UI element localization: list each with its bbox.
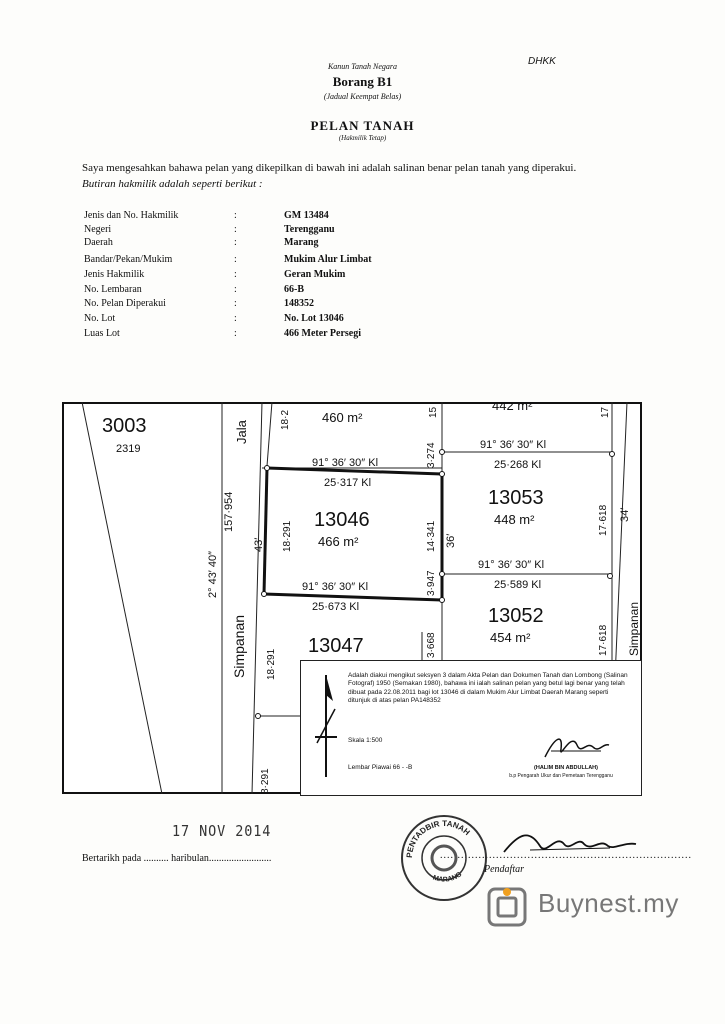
registrar-signature	[500, 822, 640, 862]
bearing-3: 91° 36′ 30″ Kl	[478, 559, 545, 571]
field-label: Luas Lot	[84, 328, 120, 339]
north-arrow-icon	[311, 671, 341, 781]
certification-stamp	[300, 660, 642, 796]
field-label: No. Pelan Diperakui	[84, 298, 166, 309]
dist-3668: 3·668	[426, 632, 437, 658]
field-value: Mukim Alur Limbat	[284, 254, 372, 265]
dist-25589: 25·589 Kl	[494, 579, 542, 591]
field-label: No. Lot	[84, 313, 116, 324]
field-separator: :	[234, 237, 237, 248]
details-intro: Butiran hakmilik adalah seperti berikut :	[82, 178, 263, 190]
area-13053: 448 m²	[494, 512, 535, 527]
act-name: Kanun Tanah Negara	[327, 62, 398, 71]
field-label: Jenis Hakmilik	[84, 269, 145, 280]
area-460: 460 m²	[322, 410, 363, 425]
road-width-34: 34′	[619, 507, 631, 522]
area-442: 442 m²	[492, 402, 533, 413]
dist-18291-a: 18·291	[282, 520, 293, 552]
dist-182: 18·2	[280, 409, 291, 430]
schedule-note: (Jadual Keempat Belas)	[323, 92, 402, 101]
field-label: Daerah	[84, 237, 113, 248]
road-width-43: 43′	[253, 537, 265, 552]
lot-13052: 13052	[488, 605, 544, 627]
dist-14341: 14·341	[426, 520, 437, 552]
lot-3003: 3003	[102, 415, 147, 437]
lot-13053: 13053	[488, 487, 544, 509]
field-label: Bandar/Pekan/Mukim	[84, 254, 173, 265]
road-simpanan-right: Simpanan	[627, 601, 641, 656]
svg-text:MARANG: MARANG	[431, 870, 464, 884]
date-line: Bertarikh pada .......... haribulan.........................	[82, 853, 272, 864]
lot-13046: 13046	[314, 509, 370, 531]
field-separator: :	[234, 313, 237, 324]
dist-17618-b: 17·618	[598, 624, 609, 656]
bearing-road: 2° 43′ 40″	[207, 550, 219, 598]
field-label: Jenis dan No. Hakmilik	[84, 210, 179, 221]
signer-title: b.p Pengarah Ukur dan Pemetaan Terengganu	[509, 773, 613, 779]
lot-3003-sub: 2319	[116, 443, 141, 455]
lot-13047: 13047	[308, 635, 364, 657]
signer-name: (HALIM BIN ABDULLAH)	[534, 765, 598, 771]
field-separator: :	[234, 224, 237, 235]
field-separator: :	[234, 284, 237, 295]
land-office-seal	[398, 812, 490, 904]
registrar-label: Pendaftar	[484, 864, 524, 875]
field-value: Marang	[284, 237, 319, 248]
dist-3274: 3·274	[426, 442, 437, 468]
certification-text: Adalah diakui mengikut seksyen 3 dalam Akta Pelan dan Dokumen Tanah dan Lombong (Salinan Fotograf) 1950 (Semakan 1980), bahawa ini ialah salinan pelan yang betul lagi benar yang telah dibuat pada 22.08.2011 bagi lot 13046 di dalam Mukim Alur Limbat Daerah Marang seperti ditunjuk di atas pelan PA148352	[348, 672, 628, 705]
dist-25673: 25·673 Kl	[312, 601, 360, 613]
signature-line: ........................................................................	[440, 850, 692, 861]
field-label: No. Lembaran	[84, 284, 142, 295]
field-value: 466 Meter Persegi	[284, 328, 361, 339]
dist-17: 17	[600, 406, 611, 418]
dist-3947: 3·947	[426, 570, 437, 596]
form-title: Borang B1	[332, 74, 393, 89]
road-width-36: 36′	[445, 533, 457, 548]
area-13046: 466 m²	[318, 534, 359, 549]
buynest-logo-icon	[486, 886, 528, 928]
dist-18291-c: 8·291	[260, 768, 271, 794]
field-separator: :	[234, 210, 237, 221]
road-jalan: Jala	[234, 420, 249, 444]
field-separator: :	[234, 269, 237, 280]
standard-sheet-label: Lembar Piawai 66 - -B	[348, 764, 413, 771]
form-code: DHKK	[528, 56, 556, 67]
field-value: GM 13484	[284, 210, 329, 221]
field-value: No. Lot 13046	[284, 313, 344, 324]
date-stamp: 17 NOV 2014	[172, 822, 272, 840]
dist-15: 15	[428, 406, 439, 418]
field-separator: :	[234, 254, 237, 265]
area-13052: 454 m²	[490, 630, 531, 645]
field-value: 66-B	[284, 284, 304, 295]
watermark-text: Buynest.my	[538, 888, 679, 918]
dist-25317: 25·317 Kl	[324, 477, 372, 489]
scale-label: Skala 1:500	[348, 737, 383, 744]
bearing-1: 91° 36′ 30″ Kl	[312, 457, 379, 469]
dist-157954: 157·954	[223, 491, 235, 532]
field-separator: :	[234, 328, 237, 339]
field-label: Negeri	[84, 224, 112, 235]
bearing-4: 91° 36′ 30″ Kl	[302, 581, 369, 593]
road-simpanan: Simpanan	[231, 614, 247, 678]
certification-text: Saya mengesahkan bahawa pelan yang dikepilkan di bawah ini adalah salinan benar pelan tanah yang diperakui.	[82, 162, 577, 174]
dist-25268: 25·268 Kl	[494, 459, 542, 471]
field-separator: :	[234, 298, 237, 309]
page-subtitle: (Hakmilik Tetap)	[338, 134, 387, 142]
page-title: PELAN TANAH	[310, 118, 415, 133]
bearing-2: 91° 36′ 30″ Kl	[480, 439, 547, 451]
field-value: Terengganu	[284, 224, 335, 235]
dist-17618-a: 17·618	[598, 504, 609, 536]
dist-18291-b: 18·291	[266, 648, 277, 680]
watermark	[486, 884, 718, 930]
field-value: 148352	[284, 298, 314, 309]
field-value: Geran Mukim	[284, 269, 346, 280]
svg-text:PENTADBIR TANAH: PENTADBIR TANAH	[404, 818, 472, 859]
signature-image	[541, 727, 611, 765]
